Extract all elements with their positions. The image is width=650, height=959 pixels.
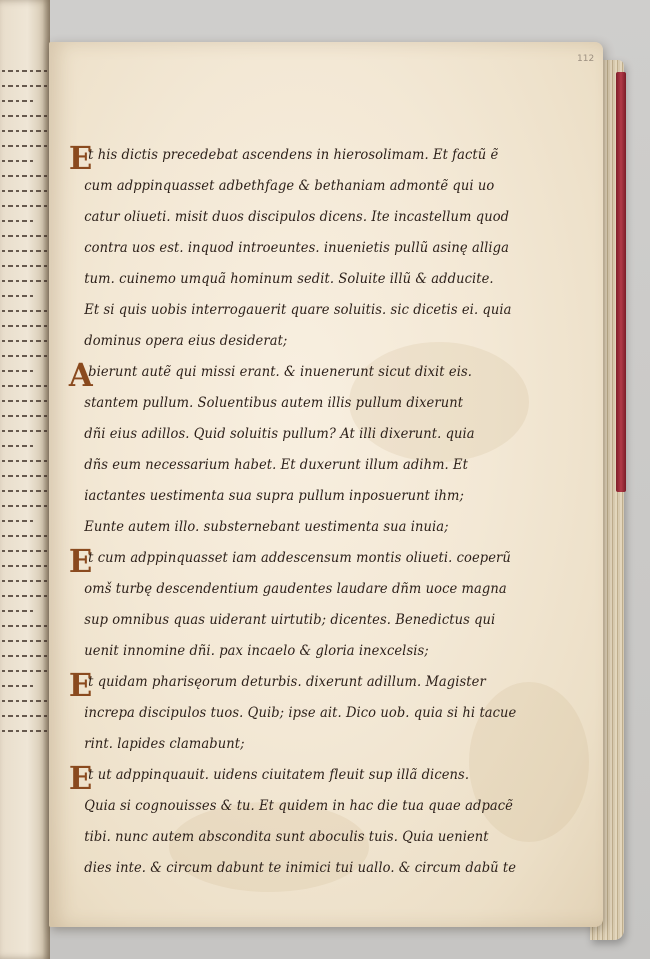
manuscript-line [67, 542, 566, 580]
manuscript-line-text: iactantes uestimenta sua supra pullum inposuerunt ihm; [84, 488, 464, 504]
manuscript-line [67, 666, 566, 704]
manuscript-line-text: bierunt autẽ qui missi erant. & inuenerunt sicut dixit eis. [88, 364, 473, 380]
manuscript-line [67, 512, 566, 543]
manuscript-folio [49, 42, 603, 927]
manuscript-line [67, 481, 566, 512]
manuscript-line-text: cum adppinquasset adbethfage & bethaniam admontẽ qui uo [84, 178, 495, 194]
manuscript-line-text: uenit innomine dñi. pax incaelo & gloria inexcelsis; [84, 643, 429, 659]
decorated-initial: A [68, 356, 93, 394]
manuscript-line-text: omš turbę descendentium gaudentes laudare dñm uoce magna [84, 581, 507, 597]
manuscript-line [67, 202, 566, 233]
manuscript-line-text: t ut adppinquauit. uidens ciuitatem fleuit sup illã dicens. [88, 767, 470, 783]
manuscript-line-text: increpa discipulos tuos. Quib; ipse ait. Dico uob. quia si hi tacue [84, 705, 517, 721]
decorated-initial: E [68, 666, 93, 704]
manuscript-line [67, 636, 566, 667]
manuscript-line [67, 759, 566, 797]
manuscript-line [67, 295, 566, 326]
facing-page-script [0, 70, 50, 745]
folio-number: 112 [577, 54, 595, 64]
manuscript-line-text: Eunte autem illo. substernebant uestimenta sua inuia; [84, 519, 449, 535]
manuscript-line-text: sup omnibus quas uiderant uirtutib; dicentes. Benedictus qui [84, 612, 496, 628]
manuscript-line [67, 264, 566, 295]
manuscript-line-text: dominus opera eius desiderat; [84, 333, 288, 349]
manuscript-line [67, 356, 566, 394]
manuscript-line [67, 574, 566, 605]
manuscript-line-text: tibi. nunc autem abscondita sunt aboculis tuis. Quia uenient [84, 829, 489, 845]
manuscript-line [67, 605, 566, 636]
bookmark-ribbon [616, 72, 626, 492]
manuscript-line-text: Et si quis uobis interrogauerit quare soluitis. sic dicetis ei. quia [84, 302, 512, 318]
decorated-initial: E [68, 759, 93, 797]
manuscript-line-text: Quia si cognouisses & tu. Et quidem in hac die tua quae adpacẽ [84, 798, 513, 814]
manuscript-line [67, 729, 566, 760]
manuscript-line-text: t cum adppinquasset iam addescensum montis oliueti. coeperũ [88, 550, 511, 566]
manuscript-line [67, 233, 566, 264]
manuscript-line [67, 388, 566, 419]
manuscript-line-text: tum. cuinemo umquã hominum sedit. Soluite illũ & adducite. [84, 271, 494, 287]
facing-page-edge [0, 0, 50, 959]
manuscript-line-text: contra uos est. inquod introeuntes. inuenietis pullũ asinę alliga [84, 240, 509, 256]
manuscript-line-text: rint. lapides clamabunt; [84, 736, 245, 752]
manuscript-line [67, 419, 566, 450]
manuscript-line-text: stantem pullum. Soluentibus autem illis pullum dixerunt [84, 395, 464, 411]
manuscript-line-text: catur oliueti. misit duos discipulos dicens. Ite incastellum quod [84, 209, 510, 225]
manuscript-text-block [67, 140, 587, 884]
manuscript-line-text: t his dictis precedebat ascendens in hierosolimam. Et factũ ẽ [88, 147, 499, 163]
decorated-initial: E [68, 139, 93, 177]
manuscript-line-text: dñi eius adillos. Quid soluitis pullum? At illi dixerunt. quia [84, 426, 475, 442]
manuscript-line [67, 450, 566, 481]
manuscript-line [67, 326, 566, 357]
manuscript-line [67, 822, 566, 853]
manuscript-line [67, 791, 566, 822]
manuscript-line [67, 139, 566, 177]
manuscript-line [67, 698, 566, 729]
manuscript-line-text: t quidam pharisęorum deturbis. dixerunt adillum. Magister [88, 674, 486, 690]
manuscript-line [67, 853, 566, 884]
manuscript-line-text: dñs eum necessarium habet. Et duxerunt illum adihm. Et [84, 457, 469, 473]
manuscript-line [67, 171, 566, 202]
decorated-initial: E [68, 542, 93, 580]
manuscript-line-text: dies inte. & circum dabunt te inimici tui uallo. & circum dabũ te [84, 860, 517, 876]
